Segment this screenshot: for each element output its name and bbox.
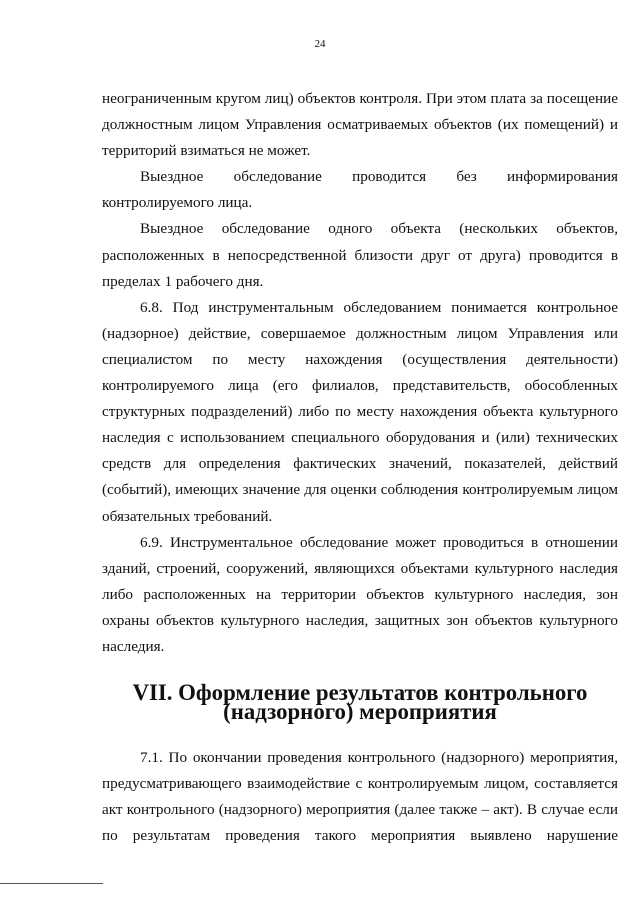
paragraph-continuation: неограниченным кругом лиц) объектов контроля. При этом плата за посещение должностным лицом Управления осматриваемых объектов (их помещений) и территорий взиматься не может. bbox=[102, 90, 618, 160]
paragraph-field-inspection-duration: Выездное обследование одного объекта (нескольких объектов, расположенных в непосредственной близости друг от друга) проводится в пределах 1 рабочего дня. bbox=[102, 220, 618, 290]
footnote-divider bbox=[0, 883, 103, 884]
paragraph-6-9: 6.9. Инструментальное обследование может проводиться в отношении зданий, строений, сооружений, являющихся объектами культурного наследия либо расположенных на территории объектов культурного наследия, зон охраны объектов культурного наследия, защитных зон объектов культурного наследия. bbox=[102, 533, 618, 655]
section-heading-line-2: (надзорного) мероприятия bbox=[223, 699, 497, 725]
section-heading bbox=[102, 680, 618, 725]
paragraph-6-8: 6.8. Под инструментальным обследованием понимается контрольное (надзорное) действие, совершаемое должностным лицом Управления или специалистом по месту нахождения (осуществления деятельности) контролируемого лица (его филиалов, представительств, обособленных структурных подразделений) либо по месту нахождения объекта культурного наследия с использованием специального оборудования и (или) технических средств для определения фактических значений, показателей, действий (событий), имеющих значение для оценки соблюдения контролируемым лицом обязательных требований. bbox=[102, 298, 618, 525]
document-body bbox=[102, 86, 618, 849]
paragraph-7-1: 7.1. По окончании проведения контрольного (надзорного) мероприятия, предусматривающего взаимодействие с контролируемым лицом, составляется акт контрольного (надзорного) мероприятия (далее также – акт). В случае если по результатам проведения такого мероприятия выявлено нарушение bbox=[102, 749, 618, 845]
section-heading-line-1: VII. Оформление результатов контрольного bbox=[132, 680, 588, 706]
paragraph-field-inspection-notice: Выездное обследование проводится без информирования контролируемого лица. bbox=[102, 168, 618, 212]
page-number: 24 bbox=[314, 38, 326, 50]
